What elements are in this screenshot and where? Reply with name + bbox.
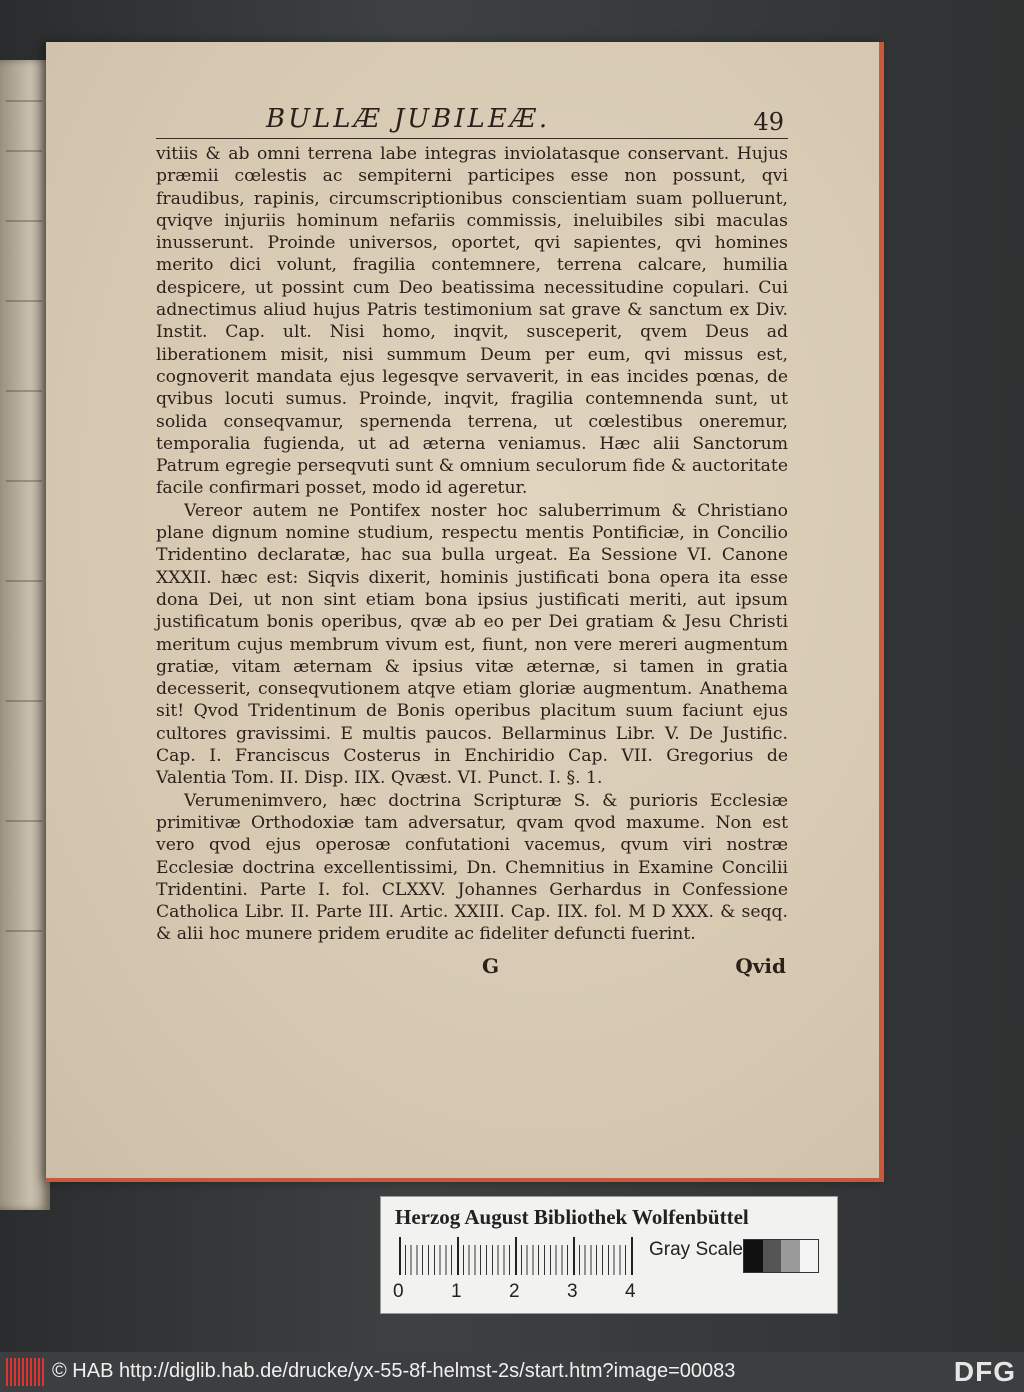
text-block	[156, 104, 788, 984]
facing-page-edge	[0, 60, 50, 1210]
library-name: Herzog August Bibliothek Wolfenbüttel	[395, 1205, 749, 1229]
ruler-number: 3	[567, 1281, 578, 1302]
body-text	[156, 143, 788, 946]
ruler-number: 1	[451, 1281, 462, 1302]
paragraph: Vereor autem ne Pontifex noster hoc saluberrimum & Christiano plane dignum nomine studium, respectu mentis Pontificiæ, in Concilio Tridentino declaratæ, hac sua bulla urgeat. Ea Sessione VI. Canone XXXII. hæc est: Siqvis dixerit, hominis justificati bona opera ita esse dona Dei, ut non sint etiam bona ipsius justificati meriti, aut ipsum justificatum bonis operibus, qvæ ab eo per Dei gratiam & Jesu Christi meritum cujus membrum vivum est, fiunt, non vere mereri augmentum gratiæ, vitam æternam & ipsius vitæ æternæ, si tamen in gratia decesserit, conseqvutionem atqve etiam gloriæ augmentum. Anathema sit! Qvod Tridentinum de Bonis operibus placitum suum faciunt ejus cultores gravissimi. E multis paucos. Bellarminus Libr. V. De Justific. Cap. I. Franciscus Costerus in Enchiridio Cap. VII. Gregorius de Valentia Tom. II. Disp. IIX. Qvæst. VI. Punct. I. §. 1.	[156, 500, 788, 789]
gray-patch	[744, 1240, 763, 1272]
gray-scale-label: Gray Scale	[649, 1239, 743, 1260]
signature-mark: G	[482, 953, 500, 978]
page-footer	[156, 954, 788, 984]
gray-patch	[763, 1240, 782, 1272]
gray-scale-patches	[743, 1239, 819, 1273]
page-number: 49	[753, 108, 784, 136]
gray-patch	[781, 1240, 800, 1272]
footer-bar	[0, 1352, 1024, 1392]
ruler-number: 0	[393, 1281, 404, 1302]
dfg-logo: DFG	[953, 1356, 1016, 1387]
source-link[interactable]: © HAB http://diglib.hab.de/drucke/yx-55-8f-helmst-2s/start.htm?image=00083	[52, 1360, 736, 1382]
running-title: BULLÆ JUBILEÆ.	[266, 104, 551, 134]
paragraph: vitiis & ab omni terrena labe integras inviolatasque conservant. Hujus præmii cœlestis ac sempiterni participes esse non possunt, qvi fraudibus, rapinis, circumscriptionibus conscientiam suam polluerunt, qviqve injuriis hominum nefariis commissis, ineluibiles sibi maculas inusserunt. Proinde universos, oportet, qvi sapientes, qvi homines merito dici volunt, fragilia contemnere, terrena calcare, humilia despicere, ut possint cum Deo beatissima necessitudine copulari. Cui adnectimus aliud hujus Patris testimonium sat grave & sanctum ex Div. Instit. Cap. ult. Nisi homo, inqvit, susceperit, qvem Deus ad liberationem misit, nisi summum Deum per eum, qvi missus est, cognoverit mandata ejus legesqve servaverit, in eas incides pœnas, de qvibus locuti sumus. Proinde, inqvit, fragilia contemnenda sunt, ut solida conseqvamur, spernenda terrena, ut cœlestibus oneremur, temporalia fugienda, ut ad æterna veniamus. Hæc alii Sanctorum Patrum egregie perseqvuti sunt & omnium seculorum fide & auctoritate facile confirmari posset, modo id ageretur.	[156, 144, 788, 499]
paragraph: Verumenimvero, hæc doctrina Scripturæ S. & purioris Ecclesiæ primitivæ Orthodoxiæ tam adversatur, qvam qvod maxume. Non est vero qvod ejus operosæ confutationi vacemus, qvum viri nostræ Ecclesiæ doctrina excellentissimi, Dn. Chemnitius in Examine Concilii Tridentini. Parte I. fol. CLXXV. Johannes Gerhardus in Confessione Catholica Libr. II. Parte III. Artic. XXIII. Cap. IIX. fol. M D XXX. & seqq. & alii hoc munere pridem erudite ac fideliter defuncti fuerint.	[156, 790, 788, 945]
catchword: Qvid	[735, 953, 786, 978]
running-head	[156, 104, 788, 139]
barcode-icon	[6, 1358, 44, 1386]
scale-card	[380, 1196, 838, 1314]
gray-patch	[800, 1240, 819, 1272]
ruler-number: 2	[509, 1281, 520, 1302]
ruler-number: 4	[625, 1281, 636, 1302]
ruler-major-ticks	[399, 1237, 639, 1277]
book-page	[46, 42, 884, 1182]
